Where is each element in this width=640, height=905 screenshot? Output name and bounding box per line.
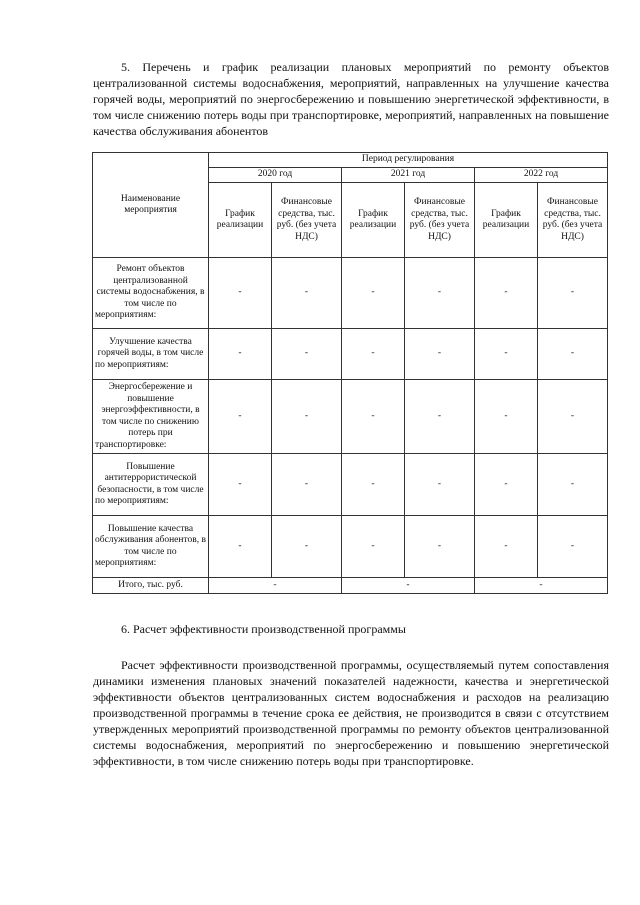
schedule-header: График реализации xyxy=(342,183,405,258)
cell-value: - xyxy=(538,454,608,516)
cell-value: - xyxy=(475,380,538,454)
cell-value: - xyxy=(209,329,272,380)
section-5-heading: 5. Перечень и график реализации плановых мероприятий по ремонту объектов централизованной системы водоснабжения, мероприятий, направленных на улучшение качества горячей воды, мероприятий по энергосбережению и повышению энергетической эффективности, в том числе снижению потерь воды при транспортировке, мероприятий, направленных на повышение качества обслуживания абонентов xyxy=(93,60,609,138)
cell-value: - xyxy=(538,516,608,578)
cell-value: - xyxy=(209,258,272,329)
cell-value: - xyxy=(342,329,405,380)
cell-value: - xyxy=(209,380,272,454)
cell-value: - xyxy=(475,454,538,516)
cell-value: - xyxy=(272,329,342,380)
total-value: - xyxy=(209,578,342,594)
cell-value: - xyxy=(475,258,538,329)
activities-table xyxy=(92,152,608,594)
schedule-header: График реализации xyxy=(209,183,272,258)
cell-value: - xyxy=(209,516,272,578)
row-name: Повышение антитеррористической безопасности, в том числе по мероприятиям: xyxy=(93,454,209,516)
cell-value: - xyxy=(342,454,405,516)
year-header: 2020 год xyxy=(209,168,342,183)
finance-header: Финансовые средства, тыс. руб. (без учета НДС) xyxy=(538,183,608,258)
table-row xyxy=(93,258,608,329)
year-header: 2022 год xyxy=(475,168,608,183)
cell-value: - xyxy=(538,329,608,380)
cell-value: - xyxy=(405,380,475,454)
cell-value: - xyxy=(272,454,342,516)
total-value: - xyxy=(475,578,608,594)
table-row xyxy=(93,454,608,516)
period-header: Период регулирования xyxy=(209,153,608,168)
row-name: Энергосбережение и повышение энергоэффективности, в том числе по снижению потерь при транспортировке: xyxy=(93,380,209,454)
column-header-name: Наименование мероприятия xyxy=(93,153,209,258)
cell-value: - xyxy=(405,329,475,380)
cell-value: - xyxy=(342,516,405,578)
section-6-heading: 6. Расчет эффективности производственной программы xyxy=(121,622,406,636)
cell-value: - xyxy=(342,258,405,329)
cell-value: - xyxy=(342,380,405,454)
cell-value: - xyxy=(405,454,475,516)
cell-value: - xyxy=(272,258,342,329)
year-header: 2021 год xyxy=(342,168,475,183)
row-name: Повышение качества обслуживания абонентов, в том числе по мероприятиям: xyxy=(93,516,209,578)
cell-value: - xyxy=(475,516,538,578)
cell-value: - xyxy=(272,516,342,578)
schedule-header: График реализации xyxy=(475,183,538,258)
row-name: Улучшение качества горячей воды, в том числе по мероприятиям: xyxy=(93,329,209,380)
cell-value: - xyxy=(405,258,475,329)
finance-header: Финансовые средства, тыс. руб. (без учета НДС) xyxy=(405,183,475,258)
cell-value: - xyxy=(272,380,342,454)
table-row xyxy=(93,329,608,380)
section-6-body: Расчет эффективности производственной программы, осуществляемый путем сопоставления динамики изменения плановых значений показателей надежности, качества и энергетической эффективности объектов централизованных систем водоснабжения и расходов на реализацию производственной программы в течение срока ее действия, не производится в связи с отсутствием утвержденных мероприятий производственной программы по ремонту объектов централизованной системы водоснабжения, мероприятий по энергосбережению и повышению энергетической эффективности, в том числе снижению потерь воды при транспортировке. xyxy=(93,658,609,768)
finance-header: Финансовые средства, тыс. руб. (без учета НДС) xyxy=(272,183,342,258)
total-label: Итого, тыс. руб. xyxy=(93,578,209,594)
cell-value: - xyxy=(209,454,272,516)
cell-value: - xyxy=(538,380,608,454)
cell-value: - xyxy=(538,258,608,329)
row-name: Ремонт объектов централизованной системы водоснабжения, в том числе по мероприятиям: xyxy=(93,258,209,329)
total-value: - xyxy=(342,578,475,594)
table-row xyxy=(93,516,608,578)
cell-value: - xyxy=(475,329,538,380)
total-row xyxy=(93,578,608,594)
table-row xyxy=(93,380,608,454)
cell-value: - xyxy=(405,516,475,578)
